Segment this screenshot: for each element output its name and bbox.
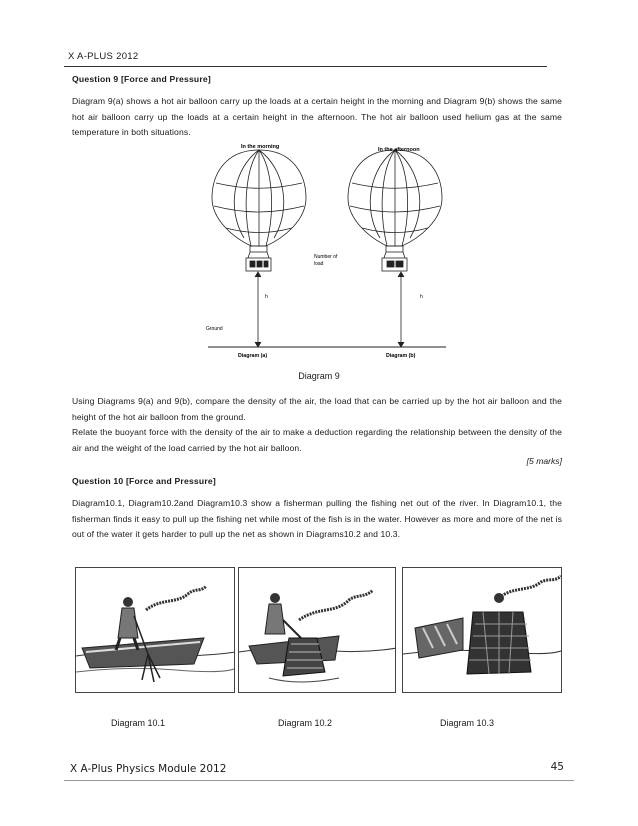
diagram-10-2-illustration (238, 567, 396, 693)
balloon-a (212, 150, 306, 271)
diagram-10-3-illustration (402, 567, 562, 693)
footer-module-name: X A-Plus Physics Module 2012 (70, 763, 227, 775)
label-diagram-a: Diagram (a) (238, 353, 268, 359)
header-title: X A-PLUS 2012 (68, 51, 139, 62)
footer-page-number: 45 (550, 761, 564, 773)
label-number-of-load: Number of (314, 254, 338, 260)
question-9-marks: [5 marks] (526, 456, 562, 466)
diagram-10-3-caption: Diagram 10.3 (440, 718, 495, 728)
question-10-title: Question 10 [Force and Pressure] (72, 476, 216, 486)
height-arrow-b (398, 272, 404, 347)
balloon-b (348, 150, 442, 271)
label-h-a: h (265, 294, 268, 300)
label-afternoon: In the afternoon (378, 147, 420, 153)
diagram-9-illustration (196, 138, 446, 364)
diagram-10-1-caption: Diagram 10.1 (111, 718, 166, 728)
label-morning: In the morning (241, 144, 280, 150)
diagram-10-1-illustration (75, 567, 235, 693)
question-9-task-relate: Relate the buoyant force with the density of the air to make a deduction regarding the relationship between the density of the air and the weight of the load carried by the hot air balloon. (72, 427, 562, 453)
page-header (64, 46, 547, 67)
question-9-intro: Diagram 9(a) shows a hot air balloon carry up the loads at a certain height in the morning and Diagram 9(b) shows the same hot air balloon carry up the loads at a certain height in the afternoon. The hot air balloon used helium gas at the same temperature in both situations. (72, 96, 562, 138)
footer-divider (64, 780, 574, 781)
label-ground: Ground (206, 326, 223, 332)
label-load: load (314, 261, 324, 267)
diagram-10-2-caption: Diagram 10.2 (278, 718, 333, 728)
label-h-b: h (420, 294, 423, 300)
height-arrow-a (255, 272, 261, 347)
question-9-title: Question 9 [Force and Pressure] (72, 74, 211, 84)
question-9-task-compare: Using Diagrams 9(a) and 9(b), compare the density of the air, the load that can be carried up by the hot air balloon and the height of the hot air balloon from the ground. (72, 396, 562, 422)
label-diagram-b: Diagram (b) (386, 353, 416, 359)
diagram-9-caption: Diagram 9 (298, 371, 340, 381)
question-10-intro: Diagram10.1, Diagram10.2and Diagram10.3 show a fisherman pulling the fishing net out of the river. In Diagram10.1, the fisherman finds it easy to pull up the fishing net while most of the fish is in the water. However as more and more of the net is out of the water it gets harder to pull up the net as shown in Diagrams10.2 and 10.3. (72, 498, 562, 540)
